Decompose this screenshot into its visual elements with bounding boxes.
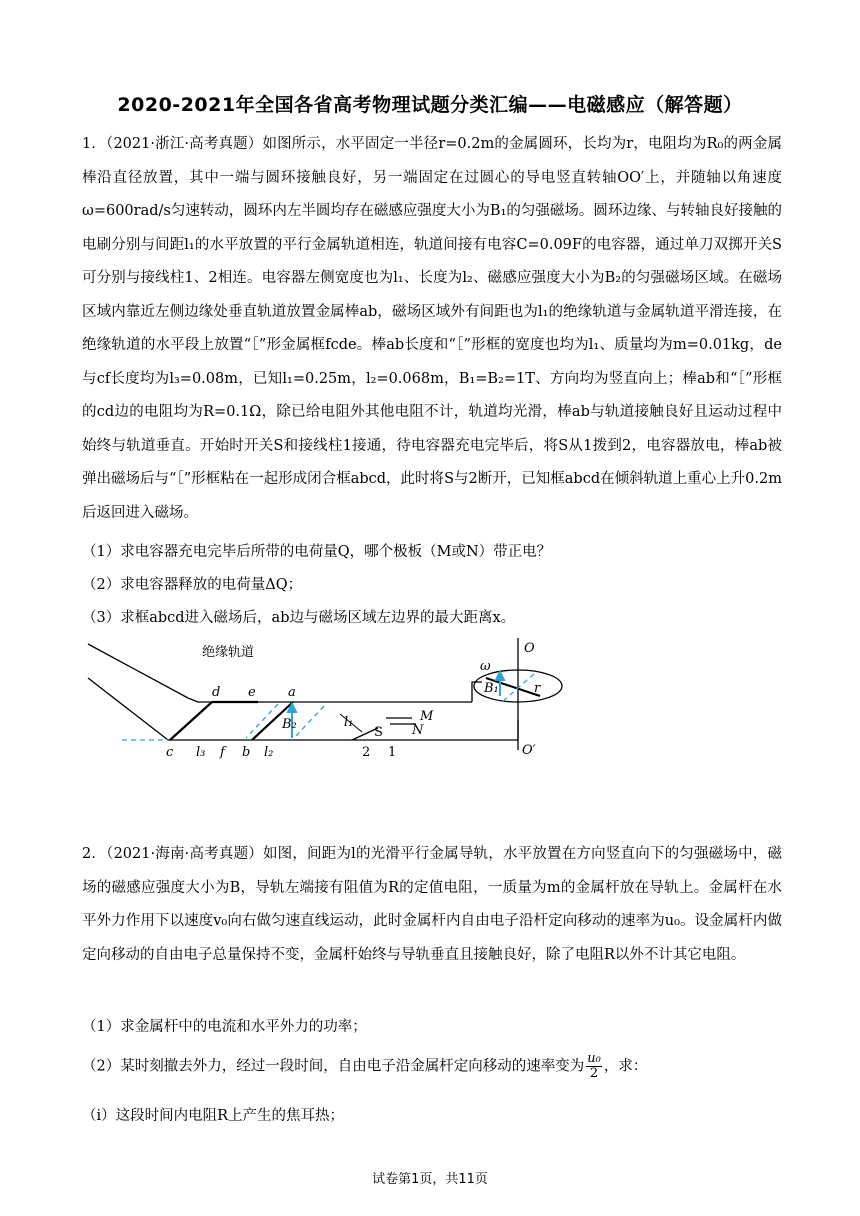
question-2-part-2-suffix: ，求： [603, 1058, 648, 1075]
label-l2: l₂ [264, 745, 274, 760]
label-f: f [220, 745, 225, 760]
label-terminal-1: 1 [388, 745, 397, 760]
label-B1: B₁ [484, 681, 499, 696]
label-c: c [166, 745, 174, 760]
label-b: b [242, 745, 251, 760]
label-e: e [248, 685, 256, 700]
question-2-part-1: （1）求金属杆中的电流和水平外力的功率； [82, 1019, 367, 1035]
page-title: 2020-2021年全国各省高考物理试题分类汇编——电磁感应（解答题） [117, 94, 743, 116]
fraction-u0-over-2 [586, 1052, 602, 1081]
label-N: N [412, 723, 424, 738]
label-terminal-2: 2 [362, 745, 371, 760]
label-omega: ω [480, 659, 491, 674]
label-O-prime: O′ [522, 743, 536, 758]
question-1-part-2: （2）求电容器释放的电荷量ΔQ； [82, 577, 303, 593]
label-d: d [212, 685, 221, 700]
fraction-denominator: 2 [589, 1066, 599, 1081]
label-switch-S: S [374, 725, 383, 740]
question-2-part-2 [82, 1052, 782, 1081]
label-l3: l₃ [196, 745, 206, 760]
fraction-numerator: u₀ [587, 1051, 601, 1066]
label-insulated-track: 绝缘轨道 [202, 645, 255, 660]
label-O: O [524, 641, 535, 656]
label-B2: B₂ [282, 717, 297, 732]
label-r: r [534, 681, 541, 696]
question-1-stem: 1．（2021·浙江·高考真题）如图所示，水平固定一半径r=0.2m的金属圆环，长均为r，电阻均为R₀的两金属棒沿直径放置，其中一端与圆环接触良好，另一端固定在过圆心的导电竖直转轴OO′上，并随轴以角速度ω=600rad/s匀速转动，圆环内左半圆均存在磁感应强度大小为B₁的匀强磁场。圆环边缘、与转轴良好接触的电刷分别与间距l₁的水平放置的平行金属轨道相连，轨道间接有电容C=0.09F的电容器，通过单刀双掷开关S可分别与接线柱1、2相连。电容器左侧宽度也为l₁、长度为l₂、磁感应强度大小为B₂的匀强磁场区域。在磁场区域内靠近左侧边缘处垂直轨道放置金属棒ab，磁场区域外有间距也为l₁的绝缘轨道与金属轨道平滑连接，在绝缘轨道的水平段上放置“［”形金属框fcde。棒ab长度和“［”形框的宽度也均为l₁、质量均为m=0.01kg，de与cf长度均为l₃=0.08m，已知l₁=0.25m，l₂=0.068m，B₁=B₂=1T、方向均为竖直向上；棒ab和“［”形框的cd边的电阻均为R=0.1Ω，除已给电阻外其他电阻不计，轨道均光滑，棒ab与轨道接触良好且运动过程中始终与轨道垂直。开始时开关S和接线柱1接通，待电容器充电完毕后，将S从1拨到2，电容器放电，棒ab被弹出磁场后与“［”形框粘在一起形成闭合框abcd，此时将S与2断开，已知框abcd在倾斜轨道上重心上升0.2m后返回进入磁场。 [82, 136, 782, 521]
label-a: a [288, 685, 296, 700]
question-2-stem: 2．（2021·海南·高考真题）如图，间距为l的光滑平行金属导轨，水平放置在方向竖直向下的匀强磁场中，磁场的磁感应强度大小为B，导轨左端接有阻值为R的定值电阻，一质量为m的金属杆放在导轨上。金属杆在水平外力作用下以速度v₀向右做匀速直线运动，此时金属杆内自由电子沿杆定向移动的速率为u₀。设金属杆内做定向移动的自由电子总量保持不变，金属杆始终与导轨垂直且接触良好，除了电阻R以外不计其它电阻。 [82, 846, 782, 963]
question-2-part-2-i: （i）这段时间内电阻R上产生的焦耳热； [82, 1108, 345, 1124]
question-1-part-1: （1）求电容器充电完毕后所带的电荷量Q，哪个极板（M或N）带正电？ [82, 544, 552, 560]
label-M: M [420, 709, 434, 724]
question-2-part-2-prefix: （2）某时刻撤去外力，经过一段时间，自由电子沿金属杆定向移动的速率变为 [82, 1058, 585, 1075]
label-l1: l₁ [344, 715, 354, 730]
question-1-figure [82, 634, 602, 774]
page-footer: 试卷第1页，共11页 [372, 1172, 488, 1187]
question-1-part-3: （3）求框abcd进入磁场后，ab边与磁场区域左边界的最大距离x。 [82, 610, 516, 626]
